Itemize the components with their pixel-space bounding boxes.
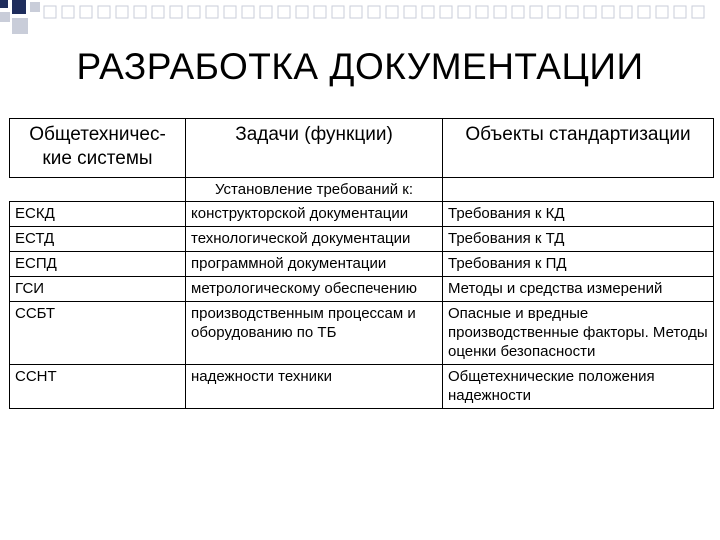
task-cell: программной документации — [186, 252, 443, 277]
object-cell: Требования к ТД — [443, 227, 714, 252]
object-cell: Опасные и вредные производственные факторы. Методы оценки безопасности — [443, 302, 714, 365]
task-cell: производственным процессам и оборудованию по ТБ — [186, 302, 443, 365]
header-decoration — [0, 0, 720, 40]
task-cell: метрологическому обеспечению — [186, 277, 443, 302]
object-cell: Методы и средства измерений — [443, 277, 714, 302]
task-cell: технологической документации — [186, 227, 443, 252]
system-cell: ЕСКД — [10, 202, 186, 227]
table-row — [10, 277, 714, 302]
table-row — [10, 227, 714, 252]
table-row — [10, 365, 714, 409]
system-cell: ССНТ — [10, 365, 186, 409]
object-cell: Требования к КД — [443, 202, 714, 227]
header-systems: Общетехничес- кие системы — [10, 119, 186, 178]
slide-title: РАЗРАБОТКА ДОКУМЕНТАЦИИ — [76, 46, 644, 87]
system-cell: ССБТ — [10, 302, 186, 365]
documentation-table — [9, 118, 714, 409]
table-row — [10, 252, 714, 277]
system-cell: ГСИ — [10, 277, 186, 302]
table-subheader-row — [10, 178, 714, 202]
object-cell: Общетехнические положения надежности — [443, 365, 714, 409]
subheader-empty-left — [10, 178, 186, 202]
object-cell: Требования к ПД — [443, 252, 714, 277]
table-header-row — [10, 119, 714, 178]
header-objects: Объекты стандартизации — [443, 119, 714, 178]
subheader-empty-right — [443, 178, 714, 202]
system-cell: ЕСТД — [10, 227, 186, 252]
task-cell: конструкторской документации — [186, 202, 443, 227]
subheader-requirements: Установление требований к: — [186, 178, 443, 202]
table-row — [10, 302, 714, 365]
table-row — [10, 202, 714, 227]
header-tasks: Задачи (функции) — [186, 119, 443, 178]
system-cell: ЕСПД — [10, 252, 186, 277]
task-cell: надежности техники — [186, 365, 443, 409]
